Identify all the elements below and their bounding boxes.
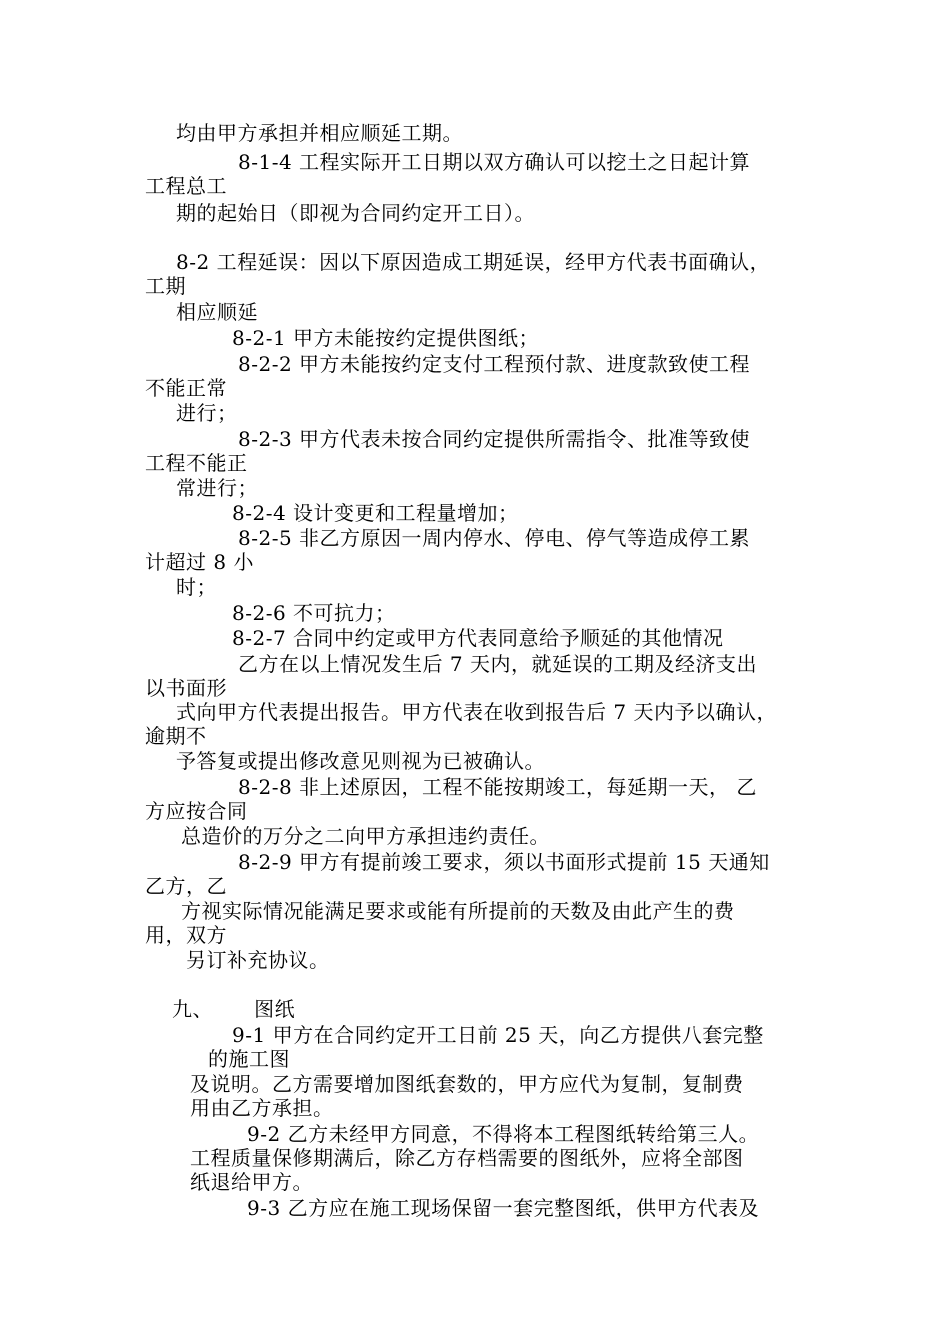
text-line: 时；: [176, 575, 217, 599]
text-line: 常进行；: [176, 476, 258, 500]
text-line: 8-2-5 非乙方原因一周内停水、停电、停气等造成停工累: [238, 526, 751, 550]
text-line: 8-2-8 非上述原因，工程不能按期竣工，每延期一天， 乙: [238, 775, 757, 799]
section-heading: 九、 图纸: [172, 997, 296, 1021]
text-line: 8-2-9 甲方有提前竣工要求，须以书面形式提前 15 天通知: [238, 850, 770, 874]
text-line: 8-2-3 甲方代表未按合同约定提供所需指令、批准等致使: [238, 427, 751, 451]
text-line: 方应按合同: [145, 799, 248, 823]
text-line: 用，双方: [145, 923, 227, 947]
text-line: 相应顺延: [176, 300, 258, 324]
text-line: 总造价的万分之二向甲方承担违约责任。: [181, 824, 550, 848]
text-line: 不能正常: [145, 376, 227, 400]
text-line: 进行；: [176, 401, 238, 425]
text-line: 纸退给甲方。: [190, 1170, 313, 1194]
text-line: 8-1-4 工程实际开工日期以双方确认可以挖土之日起计算: [238, 150, 751, 174]
text-line: 逾期不: [145, 724, 207, 748]
text-line: 乙方，乙: [145, 874, 227, 898]
text-line: 工程总工: [145, 174, 227, 198]
text-line: 以书面形: [145, 676, 227, 700]
text-line: 及说明。乙方需要增加图纸套数的，甲方应代为复制，复制费: [190, 1072, 744, 1096]
text-line: 8-2-1 甲方未能按约定提供图纸；: [232, 326, 540, 350]
text-line: 予答复或提出修改意见则视为已被确认。: [176, 749, 545, 773]
text-line: 的施工图: [208, 1047, 290, 1071]
text-line: 均由甲方承担并相应顺延工期。: [176, 121, 463, 145]
text-line: 8-2-4 设计变更和工程量增加；: [232, 501, 519, 525]
text-line: 9-2 乙方未经甲方同意，不得将本工程图纸转给第三人。: [247, 1122, 760, 1146]
text-line: 8-2-7 合同中约定或甲方代表同意给予顺延的其他情况: [232, 626, 724, 650]
text-line: 乙方在以上情况发生后 7 天内，就延误的工期及经济支出: [238, 652, 757, 676]
section-heading: 8-2 工程延误：因以下原因造成工期延误，经甲方代表书面确认，: [176, 250, 771, 274]
text-line: 方视实际情况能满足要求或能有所提前的天数及由此产生的费: [181, 899, 735, 923]
text-line: 式向甲方代表提出报告。甲方代表在收到报告后 7 天内予以确认，: [176, 700, 777, 724]
text-line: 期的起始日（即视为合同约定开工日）。: [176, 201, 535, 225]
text-line: 9-3 乙方应在施工现场保留一套完整图纸，供甲方代表及: [247, 1196, 760, 1220]
text-line: 工期: [145, 274, 186, 298]
text-line: 用由乙方承担。: [190, 1096, 334, 1120]
text-line: 8-2-6 不可抗力；: [232, 601, 396, 625]
text-line: 9-1 甲方在合同约定开工日前 25 天，向乙方提供八套完整: [232, 1023, 764, 1047]
text-line: 工程不能正: [145, 451, 248, 475]
text-line: 工程质量保修期满后，除乙方存档需要的图纸外，应将全部图: [190, 1146, 744, 1170]
text-line: 计超过 8 小: [145, 550, 254, 574]
text-line: 另订补充协议。: [186, 948, 330, 972]
text-line: 8-2-2 甲方未能按约定支付工程预付款、进度款致使工程: [238, 352, 751, 376]
